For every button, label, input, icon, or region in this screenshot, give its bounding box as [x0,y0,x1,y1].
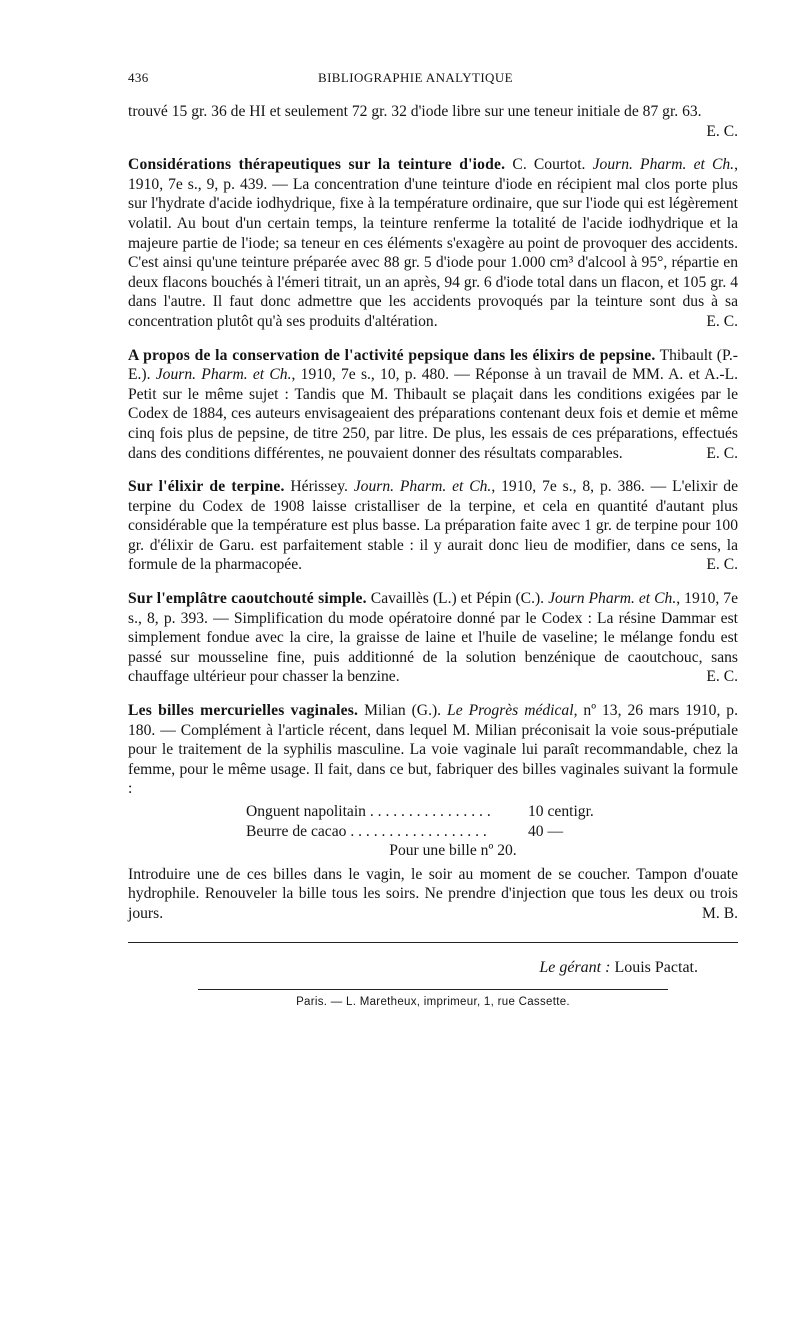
entry-cavailles-pepin [128,589,738,687]
entry-journal: Journ. Pharm. et Ch. [592,156,735,174]
entry-title: Sur l'élixir de terpine. [128,478,285,496]
entry-ref: , 1910, 7e s., 8, p. 386. — [491,478,667,496]
formula-row [128,802,738,822]
entry-body: La concentration d'une teinture d'iode en récipient mal clos porte plus sur l'hydrate d'acide iodhydrique, fixe à la température ordinaire, que sur l'iode qui est légèrement volatil. Au bout d'un certain temps, la teinture renferme la totalité de l'acide iodhydrique et la majeure partie de l'iode; sa teneur en ces éléments s'exagère au point de provoquer des accidents. C'est ainsi qu'une teinture préparée avec 88 gr. 5 d'iode pour 1.000 cm³ d'alcool à 95°, répartie en deux flacons bouchés à l'émeri titrait, un an après, 94 gr. 6 d'iode total dans un flacon, et 105 gr. 4 dans l'autre. Il faut donc admettre que les accidents provoqués par la teinture sont dus à sa concentration plutôt qu'à ses produits d'altération. [128,175,738,330]
entry-body: Réponse à un travail de MM. A. et A.-L. Petit sur le même sujet : Tandis que M. Thibault se plaçait dans les conditions exigées par le Codex de 1884, ces auteurs envisageaient des préparations contenant deux fois et demie et même cinq fois plus de pepsine, de titre 250, par litre. De plus, les essais de ces préparations, effectués dans des conditions différentes, ne pouvaient donner des résultats comparables. [128,366,738,462]
entry-body: L'elixir de terpine du Codex de 1908 laisse cristalliser de la terpine, et cela en quantité d'autant plus considérable que la température est plus basse. La préparation faite avec 1 gr. de terpine pour 100 gr. d'élixir de Garu. est parfaitement stable : il y aurait donc lieu de modifier, dans ce sens, la formule de la pharmacopée. [128,478,738,574]
lead-in-text: trouvé 15 gr. 36 de HI et seulement 72 gr. 32 d'iode libre sur une teneur initiale de 87 gr. 63. [128,103,702,120]
entry-author: Hérissey. [290,478,348,496]
printer-rule [198,989,668,990]
manager-name: Louis Pactat. [614,958,698,976]
entry-milian [128,701,738,799]
entry-signature: E. C. [706,556,738,574]
entry-ref: , 1910, 7e s., 8, p. 393. — [128,590,739,627]
entry-title: Les billes mercurielles vaginales. [128,702,359,720]
entry-signature: M. B. [702,904,738,922]
formula-quantity: 40 — [528,822,564,840]
printer-imprint: Paris. — L. Maretheux, imprimeur, 1, rue Cassette. [296,995,570,1008]
formula-row [128,822,738,842]
entry-signature: E. C. [706,312,738,330]
page [128,70,738,1008]
entry-ref: , 1910, 7e s., 10, p. 480. — [291,366,470,384]
entry-title: Sur l'emplâtre caoutchouté simple. [128,590,367,608]
entry-body-continued: Introduire une de ces billes dans le vagin, le soir au moment de se coucher. Tampon d'ouate hydrophile. Renouveler la bille tous les soirs. Ne prendre d'injection que tous les deux ou trois jours. [128,865,738,922]
entry-herissey [128,477,738,575]
formula-note: Pour une bille nº 20. [389,842,517,860]
entry-title: A propos de la conservation de l'activité pepsique dans les élixirs de pepsine. [128,346,656,364]
entry-author: C. Courtot. [512,156,586,174]
entry-ref: nº 13, 26 mars 1910, p. 180. — [128,702,739,739]
running-head [128,70,738,92]
manager-label: Le gérant : [539,958,611,976]
lead-in-signature: E. C. [706,122,738,140]
entry-author: Thibault (P.-E.). [128,346,739,384]
entry-author: Milian (G.). [364,702,442,720]
entry-journal: Journ Pharm. et Ch. [548,590,677,608]
entry-signature: E. C. [706,668,738,686]
formula-ingredient: Onguent napolitain . . . . . . . . . . . . . . . . [246,803,491,820]
entry-milian-continued [128,865,738,924]
running-title: BIBLIOGRAPHIE ANALYTIQUE [318,70,513,85]
entry-courtot [128,155,738,331]
page-number: 436 [128,70,149,85]
entry-author: Cavaillès (L.) et Pépin (C.). [370,590,545,608]
entry-title: Considérations thérapeutiques sur la teinture d'iode. [128,156,506,174]
entry-journal: Journ. Pharm. et Ch. [155,366,292,384]
lead-in-paragraph [128,102,738,140]
formula-ingredient: Beurre de cacao . . . . . . . . . . . . . . . . . . [246,822,487,840]
manager-line [128,959,738,977]
formula [128,802,738,861]
entry-journal: Le Progrès médical, [447,702,578,720]
entry-body: Simplification du mode opératoire donné par le Codex : La résine Dammar est simplement fondue avec la cire, la graisse de laine et l'huile de vaseline; le mélange fondu est passé sur mousseline fine, puis additionné de la solution benzénique de caoutchouc, sans chauffage ultérieur pour chasser la benzine. [128,609,738,686]
formula-quantity: 10 centigr. [528,803,594,820]
entry-ref: , 1910, 7e s., 9, p. 439. — [128,156,738,193]
footer-rule [128,942,738,943]
entry-thibault [128,346,738,464]
entry-signature: E. C. [706,444,738,462]
entry-journal: Journ. Pharm. et Ch. [353,478,492,496]
entry-body: Complément à l'article récent, dans lequel M. Milian préconisait la voie sous-préputiale pour le traitement de la syphilis masculine. La voie vaginale lui paraît recommandable, chez la femme, pour le même usage. Il fait, dans ce but, fabriquer des billes vaginales suivant la formule : [128,721,738,798]
